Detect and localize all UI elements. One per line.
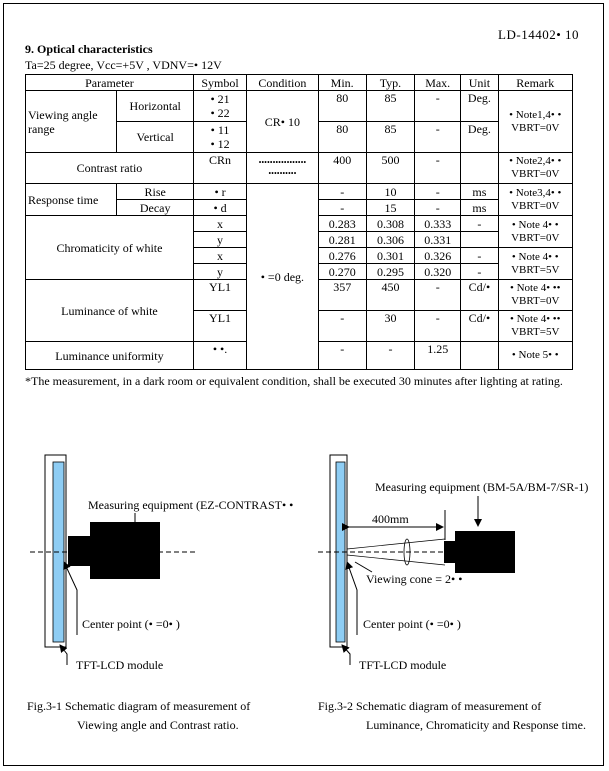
param-response-time: Response time: [26, 184, 117, 216]
fig2-cone-top: [347, 539, 445, 549]
min-horizontal: 80: [318, 91, 366, 122]
fig2-cone-label: Viewing cone = 2• •: [366, 572, 463, 586]
typ-decay: 15: [366, 200, 414, 216]
fig2-cone-leader: [355, 562, 372, 572]
min-chroma-4: 0.270: [318, 264, 366, 280]
fig2-diagram: [318, 455, 588, 672]
min-contrast: 400: [318, 153, 366, 184]
symbol-luminance-2: YL1: [193, 311, 246, 342]
fig2-center-arrow: [347, 562, 357, 635]
unit-chroma-4: -: [461, 264, 498, 280]
param-viewing-angle: Viewing angle range: [26, 91, 117, 153]
max-chroma-1: 0.333: [415, 216, 461, 232]
symbol-uniformity: • •.: [193, 342, 246, 370]
test-conditions: Ta=25 degree, Vcc=+5V , VDNV=• 12V: [25, 58, 222, 72]
fig1-center-label: Center point (• =0• ): [82, 617, 180, 631]
symbol-contrast: CRn: [193, 153, 246, 184]
symbol-horizontal: • 21 • 22: [193, 91, 246, 122]
document-id: LD-14402• 10: [498, 27, 579, 42]
min-chroma-1: 0.283: [318, 216, 366, 232]
unit-rise: ms: [461, 184, 498, 200]
fig2-caption-line1: Fig.3-2 Schematic diagram of measurement of: [318, 699, 542, 713]
symbol-luminance-1: YL1: [193, 280, 246, 311]
fig1-camera-body: [90, 522, 160, 579]
typ-chroma-1: 0.308: [366, 216, 414, 232]
typ-rise: 10: [366, 184, 414, 200]
param-horizontal: Horizontal: [117, 91, 193, 122]
max-chroma-4: 0.320: [415, 264, 461, 280]
param-decay: Decay: [117, 200, 193, 216]
fig1-caption-line2: Viewing angle and Contrast ratio.: [77, 718, 239, 732]
min-uniformity: -: [318, 342, 366, 370]
max-chroma-2: 0.331: [415, 232, 461, 248]
fig1-module-arrow: [60, 645, 67, 665]
min-decay: -: [318, 200, 366, 216]
header-condition: Condition: [247, 75, 318, 91]
condition-shared: • =0 deg.: [247, 184, 318, 370]
typ-chroma-2: 0.306: [366, 232, 414, 248]
param-chromaticity: Chromaticity of white: [26, 216, 194, 280]
param-contrast-ratio: Contrast ratio: [26, 153, 194, 184]
fig1-camera-lens: [68, 536, 92, 566]
typ-vertical: 85: [366, 122, 414, 153]
section-title: 9. Optical characteristics: [25, 42, 153, 56]
remark-chroma-b: • Note 4• • VBRT=5V: [498, 248, 573, 280]
symbol-chroma-4: y: [193, 264, 246, 280]
unit-luminance-2: Cd/•: [461, 311, 498, 342]
max-rise: -: [415, 184, 461, 200]
max-horizontal: -: [415, 91, 461, 122]
typ-horizontal: 85: [366, 91, 414, 122]
max-uniformity: 1.25: [415, 342, 461, 370]
typ-chroma-3: 0.301: [366, 248, 414, 264]
fig2-distance-label: 400mm: [372, 512, 409, 526]
fig1-caption-line1: Fig.3-1 Schematic diagram of measurement of: [27, 699, 251, 713]
fig2-module-label: TFT-LCD module: [359, 658, 447, 672]
param-uniformity: Luminance uniformity: [26, 342, 194, 370]
min-luminance-1: 357: [318, 280, 366, 311]
typ-contrast: 500: [366, 153, 414, 184]
typ-chroma-4: 0.295: [366, 264, 414, 280]
remark-contrast: • Note2,4• • VBRT=0V: [498, 153, 573, 184]
header-typ: Typ.: [366, 75, 414, 91]
max-luminance-1: -: [415, 280, 461, 311]
fig2-caption-line2: Luminance, Chromaticity and Response time.: [366, 718, 586, 732]
remark-luminance-1: • Note 4• •• VBRT=0V: [498, 280, 573, 311]
fig2-cone-bottom: [347, 555, 445, 565]
header-symbol: Symbol: [193, 75, 246, 91]
header-parameter: Parameter: [26, 75, 194, 91]
unit-luminance-1: Cd/•: [461, 280, 498, 311]
header-remark: Remark: [498, 75, 573, 91]
min-luminance-2: -: [318, 311, 366, 342]
condition-contrast: ••••••••••••••••• ••••••••••: [247, 153, 318, 184]
unit-chroma-1: -: [461, 216, 498, 232]
fig1-diagram: [30, 455, 293, 672]
typ-luminance-2: 30: [366, 311, 414, 342]
fig2-camera-body: [455, 531, 515, 573]
fig2-equipment-label: Measuring equipment (BM-5A/BM-7/SR-1): [375, 480, 589, 494]
header-min: Min.: [318, 75, 366, 91]
symbol-vertical: • 11 • 12: [193, 122, 246, 153]
min-chroma-2: 0.281: [318, 232, 366, 248]
symbol-chroma-3: x: [193, 248, 246, 264]
unit-vertical: Deg.: [461, 122, 498, 153]
unit-horizontal: Deg.: [461, 91, 498, 122]
unit-chroma-3: -: [461, 248, 498, 264]
max-chroma-3: 0.326: [415, 248, 461, 264]
min-rise: -: [318, 184, 366, 200]
header-max: Max.: [415, 75, 461, 91]
max-decay: -: [415, 200, 461, 216]
remark-response: • Note3,4• • VBRT=0V: [498, 184, 573, 216]
condition-viewing-angle: CR• 10: [247, 91, 318, 153]
symbol-decay: • d: [193, 200, 246, 216]
max-contrast: -: [415, 153, 461, 184]
footnote: *The measurement, in a dark room or equivalent condition, shall be executed 30 minutes after lighting at rating.: [25, 374, 563, 388]
min-vertical: 80: [318, 122, 366, 153]
param-rise: Rise: [117, 184, 193, 200]
fig1-equipment-label: Measuring equipment (EZ-CONTRAST• •: [88, 498, 294, 512]
fig2-center-label: Center point (• =0• ): [363, 617, 461, 631]
fig1-caption: [27, 697, 285, 735]
typ-luminance-1: 450: [366, 280, 414, 311]
header-unit: Unit: [461, 75, 498, 91]
remark-uniformity: • Note 5• •: [498, 342, 573, 370]
symbol-chroma-2: y: [193, 232, 246, 248]
typ-uniformity: -: [366, 342, 414, 370]
max-vertical: -: [415, 122, 461, 153]
fig2-module-arrow: [342, 645, 350, 665]
unit-decay: ms: [461, 200, 498, 216]
param-luminance: Luminance of white: [26, 280, 194, 342]
param-vertical: Vertical: [117, 122, 193, 153]
remark-viewing-angle: • Note1,4• • VBRT=0V: [498, 91, 573, 153]
remark-luminance-2: • Note 4• •• VBRT=5V: [498, 311, 573, 342]
max-luminance-2: -: [415, 311, 461, 342]
fig2-caption: [318, 697, 596, 735]
fig1-module-label: TFT-LCD module: [76, 658, 164, 672]
remark-chroma-a: • Note 4• • VBRT=0V: [498, 216, 573, 248]
symbol-rise: • r: [193, 184, 246, 200]
min-chroma-3: 0.276: [318, 248, 366, 264]
symbol-chroma-1: x: [193, 216, 246, 232]
